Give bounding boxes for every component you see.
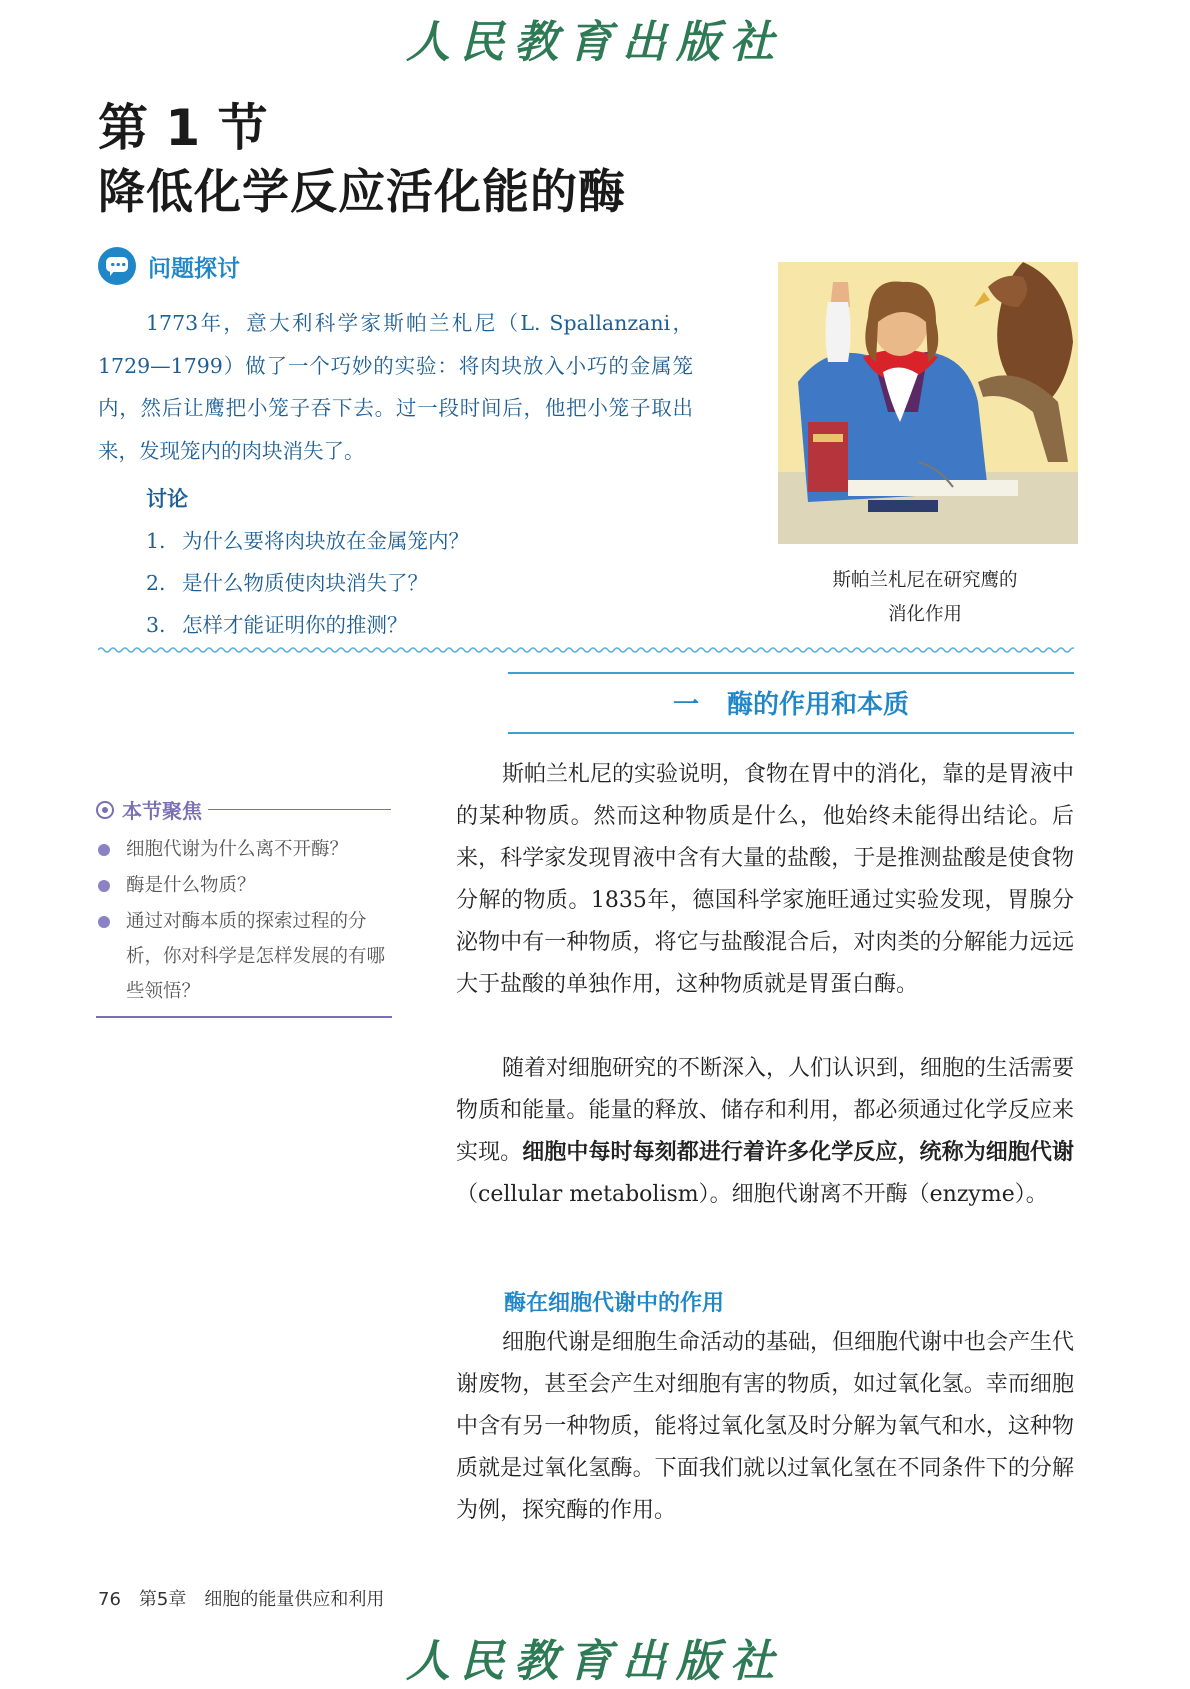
spallanzani-illustration xyxy=(778,262,1078,544)
focus-item: 细胞代谢为什么离不开酶？ xyxy=(96,832,392,867)
publisher-logo-bottom: 人民教育出版社 xyxy=(406,1636,784,1687)
discussion-label: 讨论 xyxy=(146,487,188,511)
focus-list xyxy=(96,832,392,1010)
figure-caption-line: 消化作用 xyxy=(887,604,962,625)
heading-rule-bottom xyxy=(508,732,1074,734)
body-paragraph: 细胞代谢是细胞生命活动的基础，但细胞代谢中也会产生代谢废物，甚至会产生对细胞有害的物质，如过氧化氢。幸而细胞中含有另一种物质，能将过氧化氢及时分解为氧气和水，这种物质就是过氧化氢酶。下面我们就以过氧化氢在不同条件下的分解为例，探究酶的作用。 xyxy=(456,1330,1075,1523)
page-number: 76 xyxy=(98,1589,121,1610)
focus-item: 通过对酶本质的探索过程的分析，你对科学是怎样发展的有哪些领悟？ xyxy=(96,904,392,1009)
heading-title: 酶的作用和本质 xyxy=(727,690,910,720)
discussion-question: 3. 怎样才能证明你的推测？ xyxy=(146,613,408,637)
chapter-title: 细胞的能量供应和利用 xyxy=(204,1589,385,1610)
chapter-number: 第5章 xyxy=(138,1589,187,1610)
heading-number: 一 xyxy=(672,690,699,720)
focus-title: 本节聚焦 xyxy=(122,799,202,823)
body-paragraph xyxy=(456,1048,1074,1216)
section-number: 第 1 节 xyxy=(98,99,268,157)
question-explore-header xyxy=(98,247,240,285)
section-heading xyxy=(508,684,1074,721)
focus-rule xyxy=(208,809,391,811)
question-explore-paragraph: 1773年，意大利科学家斯帕兰札尼（L. Spallanzani，1729—1799）做了一个巧妙的实验：将肉块放入小巧的金属笼内，然后让鹰把小笼子吞下去。过一段时间后，他把小笼子取出来，发现笼内的肉块消失了。 xyxy=(98,311,693,463)
discussion-question: 2. 是什么物质使肉块消失了？ xyxy=(146,571,428,595)
paragraph-text: 随着对细胞研究的不断深入，人们认识到，细胞的生活需要物质和能量。能量的释放、储存和利用，都必须通过化学反应来实现。 xyxy=(456,1056,1075,1165)
figure-caption xyxy=(790,564,1060,632)
subheading: 酶在细胞代谢中的作用 xyxy=(504,1291,725,1316)
paragraph-text: （cellular metabolism）。细胞代谢离不开酶（enzyme）。 xyxy=(456,1182,1048,1207)
heading-rule-top xyxy=(508,672,1074,674)
page-footer xyxy=(98,1585,402,1611)
section-title: 降低化学反应活化能的酶 xyxy=(98,165,626,220)
figure-caption-line: 斯帕兰札尼在研究鹰的 xyxy=(832,570,1018,591)
chat-bubble-icon xyxy=(98,247,136,285)
focus-bottom-rule xyxy=(96,1016,392,1018)
discussion-list xyxy=(146,520,469,646)
body-paragraph: 斯帕兰札尼的实验说明，食物在胃中的消化，靠的是胃液中的某种物质。然而这种物质是什么，他始终未能得出结论。后来，科学家发现胃液中含有大量的盐酸，于是推测盐酸是使食物分解的物质。1835年，德国科学家施旺通过实验发现，胃腺分泌物中有一种物质，将它与盐酸混合后，对肉类的分解能力远远大于盐酸的单独作用，这种物质就是胃蛋白酶。 xyxy=(456,762,1075,997)
key-concept-text: 细胞中每时每刻都进行着许多化学反应，统称为细胞代谢 xyxy=(522,1140,1074,1165)
target-icon xyxy=(96,801,114,819)
scientist-and-eagle-drawing xyxy=(778,262,1078,544)
question-explore-label: 问题探讨 xyxy=(148,255,240,282)
wavy-divider xyxy=(98,646,1074,654)
focus-item: 酶是什么物质？ xyxy=(96,868,392,903)
discussion-question: 1. 为什么要将肉块放在金属笼内？ xyxy=(146,529,469,553)
publisher-logo-top: 人民教育出版社 xyxy=(406,17,784,68)
focus-header xyxy=(96,795,391,824)
